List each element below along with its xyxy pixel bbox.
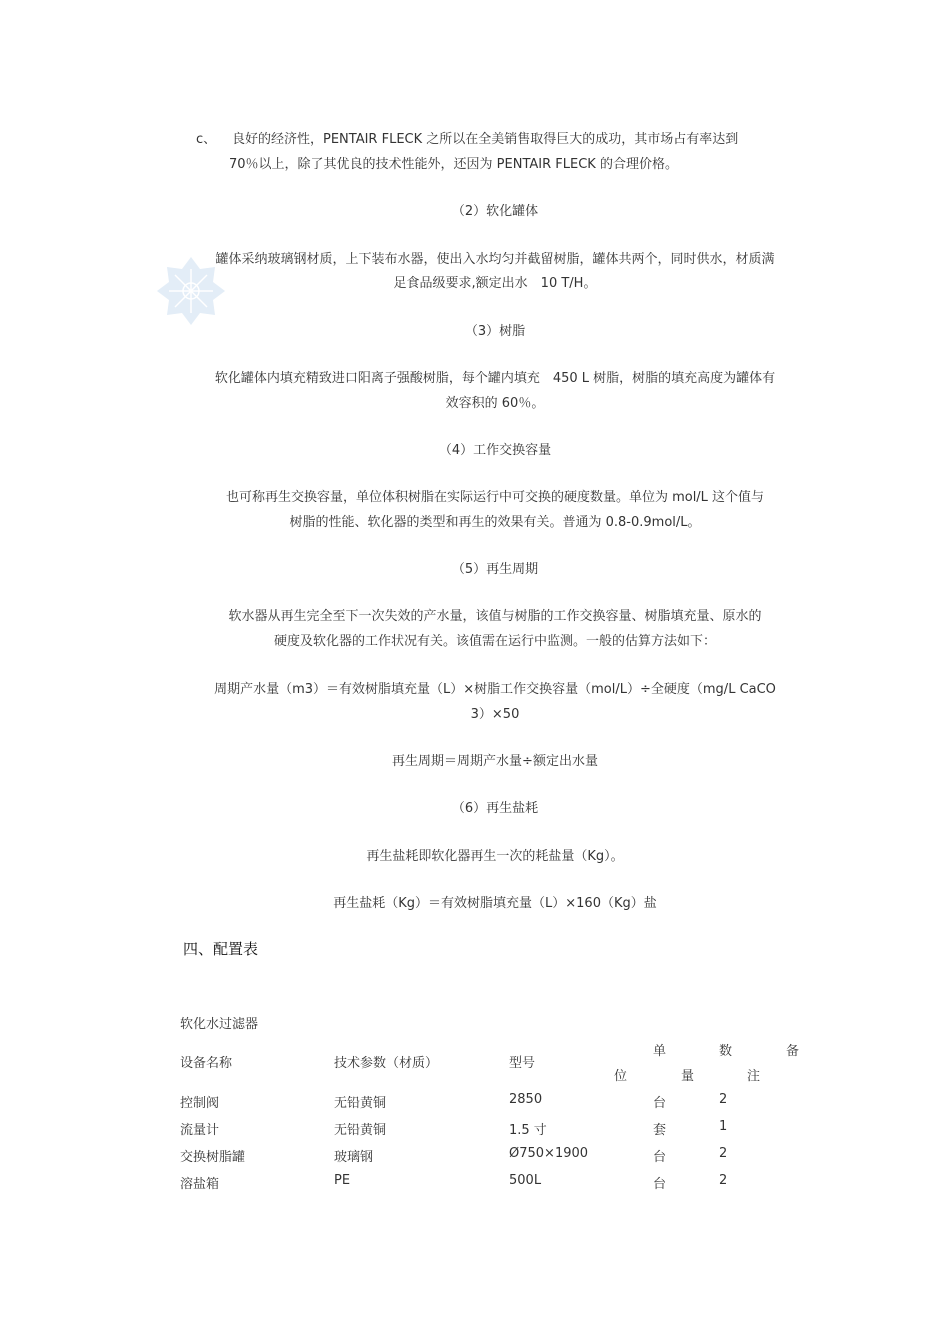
row-model: 500L	[509, 1173, 542, 1188]
sec2-line1: 罐体采纳玻璃钢材质，上下装布水器，使出入水均匀并截留树脂，罐体共两个，同时供水，材质满	[215, 252, 775, 267]
row-qty: 1	[719, 1119, 728, 1134]
header-spec: 技术参数（材质）	[334, 1056, 439, 1071]
sec3-line1: 软化罐体内填充精致进口阳离子强酸树脂，每个罐内填充 450 L 树脂，树脂的填充高度为罐体有	[214, 371, 776, 386]
header-note-bottom: 注	[747, 1069, 761, 1084]
header-name: 设备名称	[180, 1056, 233, 1071]
row-unit: 台	[653, 1177, 667, 1192]
item-c-marker: c、	[196, 132, 217, 147]
row-spec: 无铅黄铜	[334, 1096, 387, 1111]
row-spec: PE	[334, 1173, 351, 1188]
sec2-title: （2）软化罐体	[451, 204, 539, 219]
section4-heading: 四、配置表	[183, 940, 259, 958]
sec5-formula2: 再生周期＝周期产水量÷额定出水量	[392, 754, 598, 769]
sec5-title: （5）再生周期	[451, 562, 539, 577]
row-model: Ø750×1900	[509, 1146, 589, 1161]
sec6-title: （6）再生盐耗	[451, 801, 539, 816]
row-name: 交换树脂罐	[180, 1150, 246, 1165]
row-name: 流量计	[180, 1123, 220, 1138]
row-name: 溶盐箱	[180, 1177, 220, 1192]
sec5-formula1-line2: 3）×50	[470, 707, 520, 722]
header-model: 型号	[509, 1056, 536, 1071]
sec3-line2: 效容积的 60％。	[445, 396, 545, 411]
row-model: 1.5 寸	[509, 1123, 547, 1138]
sec3-title: （3）树脂	[464, 324, 526, 339]
row-unit: 套	[653, 1123, 667, 1138]
table-caption: 软化水过滤器	[180, 1017, 259, 1032]
row-model: 2850	[509, 1092, 543, 1107]
header-unit-bottom: 位	[614, 1069, 628, 1084]
header-unit-top: 单	[653, 1044, 667, 1059]
sec5-formula1-line1: 周期产水量（m3）＝有效树脂填充量（L）×树脂工作交换容量（mol/L）÷全硬度（mg/L CaCO	[214, 682, 776, 697]
item-c-line1: 良好的经济性，PENTAIR FLECK 之所以在全美销售取得巨大的成功，其市场占有率达到	[232, 132, 739, 147]
sec6-formula: 再生盐耗（Kg）＝有效树脂填充量（L）×160（Kg）盐	[333, 896, 657, 911]
sec4-line1: 也可称再生交换容量，单位体积树脂在实际运行中可交换的硬度数量。单位为 mol/L 这个值与	[225, 490, 765, 505]
row-name: 控制阀	[180, 1096, 220, 1111]
row-unit: 台	[653, 1096, 667, 1111]
sec5-line2: 硬度及软化器的工作状况有关。该值需在运行中监测。一般的估算方法如下：	[273, 634, 716, 649]
header-note-top: 备	[786, 1044, 800, 1059]
sec5-line1: 软水器从再生完全至下一次失效的产水量，该值与树脂的工作交换容量、树脂填充量、原水的	[228, 609, 762, 624]
row-qty: 2	[719, 1092, 728, 1107]
row-qty: 2	[719, 1173, 728, 1188]
sec4-title: （4）工作交换容量	[438, 443, 552, 458]
item-c-line2: 70％以上，除了其优良的技术性能外，还因为 PENTAIR FLECK 的合理价格。	[229, 157, 678, 172]
header-qty-bottom: 量	[681, 1069, 695, 1084]
row-spec: 无铅黄铜	[334, 1123, 387, 1138]
sec4-line2: 树脂的性能、软化器的类型和再生的效果有关。普通为 0.8-0.9mol/L。	[289, 515, 701, 530]
row-unit: 台	[653, 1150, 667, 1165]
row-qty: 2	[719, 1146, 728, 1161]
sec2-line2: 足食品级要求,额定出水 10 T/H。	[393, 276, 597, 291]
row-spec: 玻璃钢	[334, 1150, 374, 1165]
sec6-line1: 再生盐耗即软化器再生一次的耗盐量（Kg）。	[366, 849, 624, 864]
header-qty-top: 数	[719, 1044, 733, 1059]
